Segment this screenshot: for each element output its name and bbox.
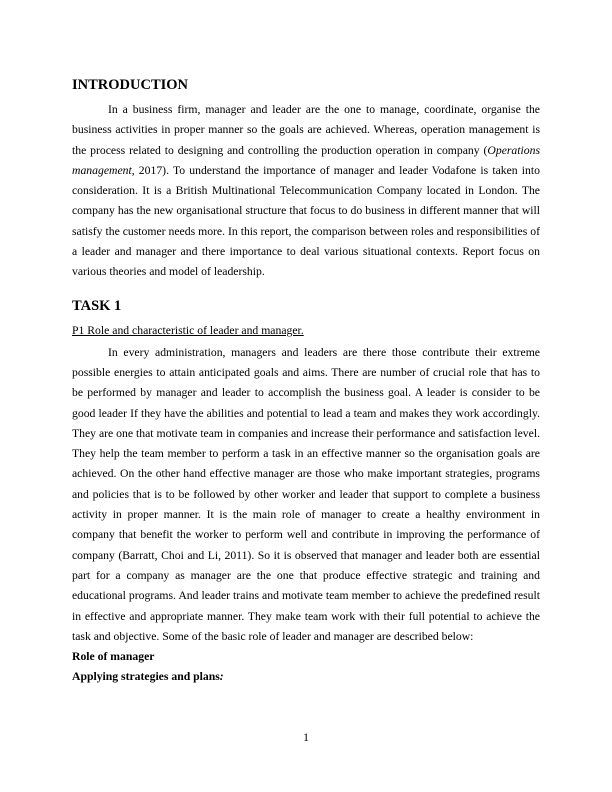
- role-of-manager-heading: Role of manager: [72, 650, 155, 664]
- applying-strategies-label: Applying strategies and plans: [72, 670, 220, 684]
- intro-text-part1: In a business firm, manager and leader are the one to manage, coordinate, organise the business activities in proper manner so the goals are achieved. Whereas, operation management is the process related to designing and controlling the production operation in company (: [72, 103, 540, 157]
- task1-paragraph: In every administration, managers and leaders are there those contribute their extreme possible energies to attain anticipated goals and aims. There are number of crucial role that has to be performed by manager and leader to accomplish the business goal. A leader is consider to be good leader If they have the abilities and potential to lead a team and makes they work accordingly. They are one that motivate team in companies and increase their performance and satisfaction level. They help the team member to perform a task in an effective manner so the organisation goals are achieved. On the other hand effective manager are those who make important strategies, programs and policies that is to be followed by other worker and leader that support to complete a business activity in proper manner. It is the main role of manager to create a healthy environment in company that benefit the worker to perform well and contribute in improving the performance of company (Barratt, Choi and Li, 2011). So it is observed that manager and leader both are essential part for a company as manager are the one that produce effective strategic and training and educational programs. And leader trains and motivate team member to achieve the predefined result in effective and appropriate manner. They make team work with their full potential to achieve the task and objective. Some of the basic role of leader and manager are described below:: [72, 345, 540, 643]
- introduction-paragraph: [72, 100, 540, 283]
- introduction-heading: INTRODUCTION: [72, 77, 189, 93]
- intro-text-part2: , 2017). To understand the importance of manager and leader Vodafone is taken into consideration. It is a British Multinational Telecommunication Company located in London. The company has the new organisational structure that focus to do business in different manner that will satisfy the customer needs more. In this report, the comparison between roles and responsibilities of a leader and manager and there importance to deal various situational contexts. Report focus on various theories and model of leadership.: [72, 163, 540, 279]
- section-gap: [72, 283, 540, 295]
- task1-heading: TASK 1: [72, 297, 122, 314]
- page-content: [72, 74, 540, 688]
- p1-subheading: P1 Role and characteristic of leader and manager.: [72, 323, 304, 337]
- page-number: 1: [303, 731, 309, 744]
- applying-strategies-heading: [72, 667, 540, 687]
- applying-strategies-colon: :: [219, 670, 224, 684]
- intro-citation: Operations management: [72, 143, 540, 177]
